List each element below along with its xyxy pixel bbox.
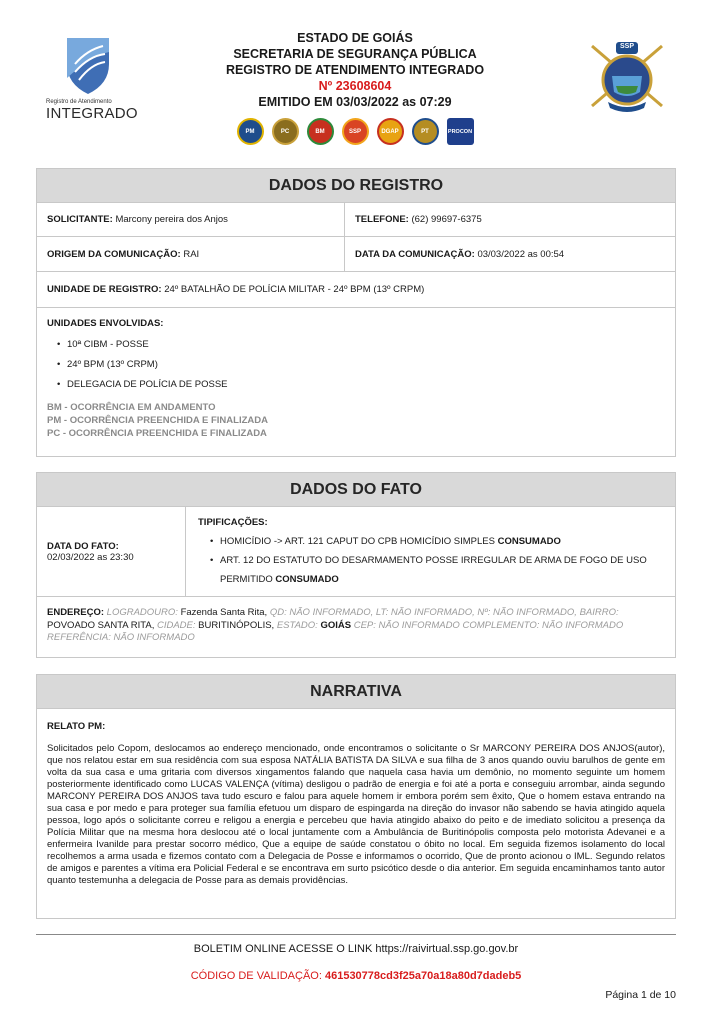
registro-row-3 — [37, 272, 675, 308]
solicitante-label: SOLICITANTE: — [47, 214, 113, 225]
fato-section-title: DADOS DO FATO — [37, 473, 675, 507]
secretaria-title: SECRETARIA DE SEGURANÇA PÚBLICA — [233, 47, 477, 61]
registro-row-1 — [37, 203, 675, 237]
estado-label: ESTADO: — [276, 619, 318, 631]
data-comunicacao-cell — [344, 237, 675, 271]
relato-label: RELATO PM: — [47, 721, 106, 732]
telefone-label: TELEFONE: — [355, 214, 409, 225]
registro-title: REGISTRO DE ATENDIMENTO INTEGRADO — [225, 63, 485, 77]
tipificacoes-label: TIPIFICAÇÕES: — [198, 517, 268, 528]
endereco-label: ENDEREÇO: — [47, 607, 105, 618]
tipificacao-status: CONSUMADO — [275, 574, 339, 585]
shield-logo-icon — [61, 34, 115, 96]
emission-date: EMITIDO EM 03/03/2022 as 07:29 — [258, 95, 452, 109]
fato-row-2 — [37, 597, 675, 657]
solicitante-cell — [37, 203, 344, 236]
logo-subtitle: Registro de Atendimento — [46, 99, 112, 105]
validation-code-label: CÓDIGO DE VALIDAÇÃO: — [190, 970, 322, 982]
boletim-link-text[interactable]: BOLETIM ONLINE ACESSE O LINK https://raivirtual.ssp.go.gov.br — [193, 943, 519, 955]
tipificacao-text: HOMICÍDIO -> ART. 121 CAPUT DO CPB HOMICÍDIO SIMPLES — [220, 536, 498, 547]
relato-text: Solicitados pelo Copom, deslocamos ao endereço mencionado, onde encontramos o solicitante o Sr MARCONY PEREIRA DOS ANJOS(autor), que nos relatou estar em sua residência com sua esposa NATÁLIA BATISTA DA SILVA e sua filha de 3 anos quando ouviu barulhos de gente em volta da sua casa e uma gritaria com diversos xingamentos falando que naquela casa havia um demônio, no momento seguinte um homem posteriormente identificado como LUCAS VALENÇA (vítima) desligou o padrão de energia e foi até a porta e conseguiu arrombar, ainda segundo MARCONY PEREIRA DOS ANJOS tava tudo escuro e falou para aquele homem ir embora porém sem êxito, Que o homem estava entrando na sua casa e por medo e para proteger sua família efetuou um disparo de espingarda na direção do invasor não sabendo se havia atingido aquela pessoa, logo após o solicitante correu e religou a energia e percebeu que havia atingido abaixo do peito e de imediato solicitou a presença da Polícia Militar que na mesma hora deslocou até o local juntamente com a Ambulância de Buritinópolis composta pelo motorista Adevanei e a enfermeira Ivanilde para prestar socorro médico, Que a equipe de saúde constatou o óbito no local. Em seguida fizemos isolamento do local recolhemos a arma usada e fizemos contato com a Delegacia de Posse e informamos o ocorrido, Que de pronto acionou o IML. Segundo relatos de amigos e parentes a vítima era Policial Federal e se encontrava em surto psicótico desde o dia anterior. Em seguida encaminhamos tanto autor quanto testemunha a delegacia de Posse para as demais providências. — [47, 743, 665, 886]
cidade-value: BURITINÓPOLIS, — [198, 619, 275, 631]
data-comunicacao-label: DATA DA COMUNICAÇÃO: — [355, 248, 475, 260]
agency-badges — [160, 118, 550, 145]
logradouro-label: LOGRADOURO: — [106, 607, 178, 618]
status-line: BM - OCORRÊNCIA EM ANDAMENTO — [47, 402, 216, 413]
list-item: • 10ª CIBM - POSSE — [47, 335, 665, 355]
unidade-label: UNIDADE DE REGISTRO: — [47, 284, 162, 295]
origem-cell — [37, 237, 344, 271]
unidades-envolvidas-label: UNIDADES ENVOLVIDAS: — [47, 318, 164, 329]
unidades-envolvidas-cell — [37, 308, 675, 440]
status-line: PM - OCORRÊNCIA PREENCHIDA E FINALIZADA — [47, 415, 268, 426]
cidade-label: CIDADE: — [156, 619, 196, 631]
tipificacoes-list — [198, 532, 665, 589]
data-fato-cell — [37, 507, 185, 596]
fato-row-1 — [37, 507, 675, 597]
endereco-rest: CEP: NÃO INFORMADO COMPLEMENTO: NÃO INFORMADO REFERÊNCIA: NÃO INFORMADO — [47, 619, 624, 643]
pt-badge-icon: PT — [412, 118, 439, 145]
header-titles — [160, 30, 550, 145]
tipificacao-text: ART. 12 DO ESTATUTO DO DESARMAMENTO POSSE IRREGULAR DE ARMA DE FOGO DE USO PERMITIDO — [220, 555, 647, 585]
tipificacao-status: CONSUMADO — [497, 536, 561, 547]
registro-row-2 — [37, 237, 675, 272]
status-list — [47, 401, 665, 440]
ssp-badge-icon: SSP — [342, 118, 369, 145]
unidade-cell — [37, 272, 675, 307]
registro-section-title: DADOS DO REGISTRO — [37, 169, 675, 203]
data-fato-label: DATA DO FATO: — [47, 540, 119, 552]
estado-value: GOIÁS — [320, 619, 352, 631]
pm-badge-icon: PM — [237, 118, 264, 145]
bairro-value: POVOADO SANTA RITA, — [47, 619, 155, 631]
narrativa-section — [36, 674, 676, 919]
status-line: PC - OCORRÊNCIA PREENCHIDA E FINALIZADA — [47, 428, 267, 439]
data-comunicacao-value: 03/03/2022 as 00:54 — [477, 248, 565, 260]
ssp-emblem-label: SSP — [619, 43, 634, 50]
solicitante-value: Marcony pereira dos Anjos — [115, 214, 228, 225]
rai-logo — [38, 34, 138, 122]
fato-section — [36, 472, 676, 658]
procon-logo-icon: PROCON — [447, 118, 474, 145]
footer-divider — [36, 934, 676, 935]
unidades-list — [47, 335, 665, 395]
narrativa-section-title: NARRATIVA — [37, 675, 675, 709]
bm-badge-icon: BM — [307, 118, 334, 145]
registro-row-4 — [37, 308, 675, 456]
registro-number: Nº 23608604 — [318, 79, 392, 93]
tipificacoes-cell — [185, 507, 675, 596]
qd-lt-info: QD: NÃO INFORMADO, LT: NÃO INFORMADO, Nº: NÃO INFORMADO, BAIRRO: — [269, 607, 619, 618]
origem-label: ORIGEM DA COMUNICAÇÃO: — [47, 248, 181, 260]
registro-section — [36, 168, 676, 457]
list-item — [198, 532, 665, 551]
document-header — [0, 0, 711, 160]
list-item — [198, 551, 665, 589]
page-number: Página 1 de 10 — [605, 989, 676, 1001]
dgap-badge-icon: DGAP — [377, 118, 404, 145]
validation-code-line — [36, 970, 676, 982]
telefone-cell — [344, 203, 675, 236]
pc-badge-icon: PC — [272, 118, 299, 145]
origem-value: RAI — [183, 248, 200, 260]
data-fato-value: 02/03/2022 as 23:30 — [47, 551, 134, 563]
list-item: • DELEGACIA DE POLÍCIA DE POSSE — [47, 375, 665, 395]
validation-code-value: 461530778cd3f25a70a18a80d7dadeb5 — [324, 970, 522, 982]
endereco-cell — [37, 597, 675, 657]
logo-title: INTEGRADO — [46, 105, 138, 122]
unidade-value: 24º BATALHÃO DE POLÍCIA MILITAR - 24º BPM (13º CRPM) — [164, 284, 425, 295]
list-item: • 24º BPM (13º CRPM) — [47, 355, 665, 375]
telefone-value: (62) 99697-6375 — [411, 214, 482, 225]
ssp-emblem — [584, 36, 670, 118]
state-title: ESTADO DE GOIÁS — [297, 31, 413, 45]
logradouro-value: Fazenda Santa Rita, — [180, 607, 268, 618]
